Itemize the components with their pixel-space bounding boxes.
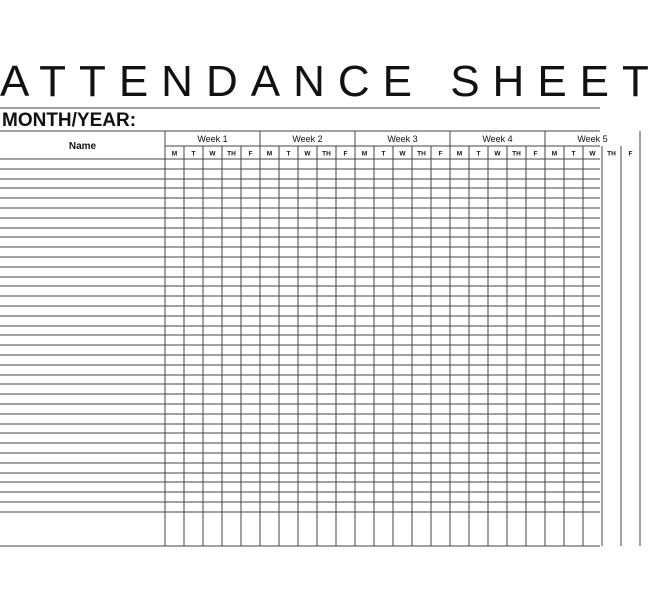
day-header: W [304, 150, 311, 158]
day-header: TH [227, 150, 236, 158]
day-header: F [628, 150, 633, 158]
day-header: W [589, 150, 596, 158]
week-header: Week 4 [482, 134, 513, 144]
day-header: T [191, 150, 196, 158]
day-header: M [456, 150, 463, 158]
day-header: W [494, 150, 501, 158]
day-header: W [209, 150, 216, 158]
day-header: T [381, 150, 386, 158]
day-header: TH [417, 150, 426, 158]
day-header: M [361, 150, 368, 158]
day-header: M [171, 150, 178, 158]
month-year-label: MONTH/YEAR: [2, 110, 137, 131]
day-header: M [551, 150, 558, 158]
name-column-header: Name [68, 141, 97, 152]
week-header: Week 2 [292, 134, 323, 144]
day-header: T [571, 150, 576, 158]
week-header: Week 1 [197, 134, 228, 144]
day-header: T [286, 150, 291, 158]
day-header: M [266, 150, 273, 158]
day-header: TH [607, 150, 616, 158]
day-header: F [343, 150, 348, 158]
day-header: TH [322, 150, 331, 158]
day-header: F [438, 150, 443, 158]
page-title: ATTENDANCE SHEET [0, 57, 662, 106]
week-header: Week 3 [387, 134, 418, 144]
day-header: F [533, 150, 538, 158]
day-header: T [476, 150, 481, 158]
day-header: W [399, 150, 406, 158]
week-header: Week 5 [577, 134, 608, 144]
day-header: F [248, 150, 253, 158]
day-header: TH [512, 150, 521, 158]
